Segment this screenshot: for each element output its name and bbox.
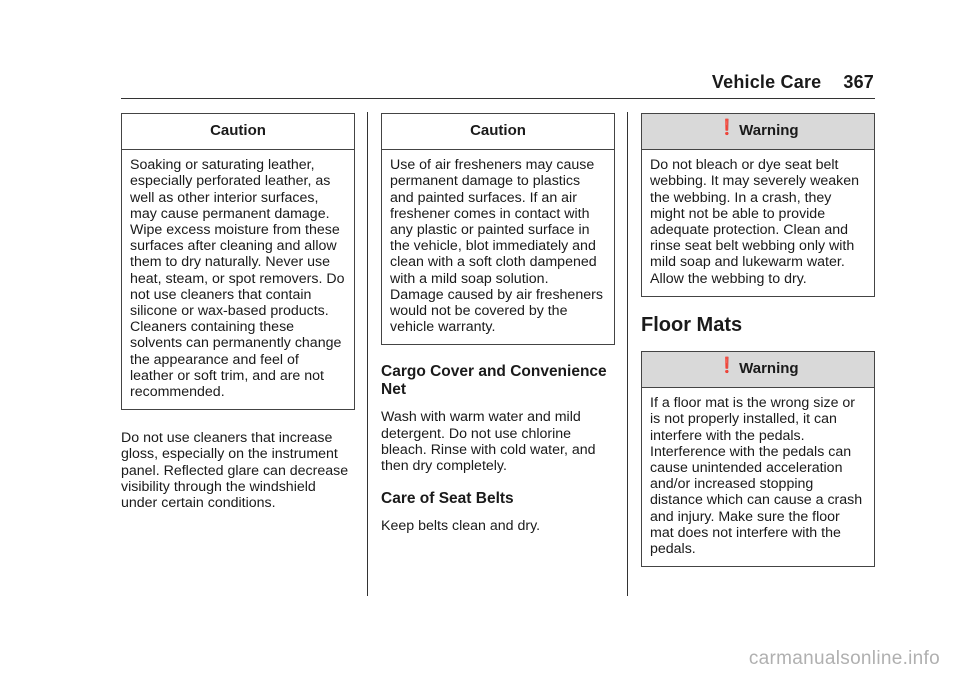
warning-header: [642, 114, 874, 150]
caution-text: Soaking or saturating leather, especially perforated leather, as well as other interior surfaces, may cause permanent damage. Wipe excess moisture from these surfaces after cleaning and allow them to dry naturally. Never use heat, steam, or spot removers. Do not use cleaners that contain silicone or wax-based products. Cleaners containing these solvents can permanently change the appearance and feel of leather or soft trim, and are not recommended.: [130, 157, 345, 401]
seat-belts-text: Keep belts clean and dry.: [381, 518, 541, 535]
warning-text: Do not bleach or dye seat belt webbing. It may severely weaken the webbing. In a crash, they might not be able to provide adequate protection. Clean and rinse seat belt webbing only with mild soap and lukewarm water. Allow the webbing to dry.: [650, 157, 859, 287]
floor-mats-heading: Floor Mats: [641, 313, 743, 336]
column-2: [381, 113, 615, 534]
section-title: Vehicle Care: [711, 72, 822, 92]
page-number: 367: [843, 72, 874, 92]
column-divider-1: [367, 112, 368, 596]
seat-belts-heading: Care of Seat Belts: [381, 490, 514, 508]
warning-box-seat-belt: [641, 113, 875, 297]
warning-title: Warning: [739, 360, 799, 378]
warning-symbol-icon: ❗: [717, 357, 737, 375]
column-3: [641, 113, 875, 567]
gloss-paragraph: Do not use cleaners that increase gloss, especially on the instrument panel. Reflected glare can decrease visibility through the windshield under certain conditions.: [121, 430, 349, 512]
warning-symbol-icon: ❗: [717, 119, 737, 136]
column-1: [121, 113, 355, 511]
caution-text: Use of air fresheners may cause permanent damage to plastics and painted surfaces. If an air freshener comes in contact with any plastic or painted surface in the vehicle, blot immediately and clean with a soft cloth dampened with a mild soap solution. Damage caused by air fresheners would not be covered by the vehicle warranty.: [390, 157, 603, 336]
page-header: [712, 72, 874, 93]
caution-title: Caution: [382, 114, 614, 150]
cargo-cover-heading: Cargo Cover and Convenience Net: [381, 363, 607, 399]
warning-box-floor-mats: [641, 351, 875, 567]
warning-text: If a floor mat is the wrong size or is not properly installed, it can interfere with the pedals. Interference with the pedals can cause unintended acceleration and/or increased stopping distance which can cause a crash and injury. Make sure the floor mat does not interfere with the pedals.: [650, 395, 863, 558]
caution-title: Caution: [122, 114, 354, 150]
header-rule: [121, 98, 875, 99]
caution-box-leather: [121, 113, 355, 410]
warning-header: [642, 352, 874, 388]
warning-title: Warning: [739, 122, 799, 139]
cargo-cover-text: Wash with warm water and mild detergent. Do not use chlorine bleach. Rinse with cold water, and then dry completely.: [381, 409, 596, 475]
watermark: carmanualsonline.info: [748, 648, 940, 669]
column-divider-2: [627, 112, 628, 596]
caution-box-air-fresheners: [381, 113, 615, 345]
